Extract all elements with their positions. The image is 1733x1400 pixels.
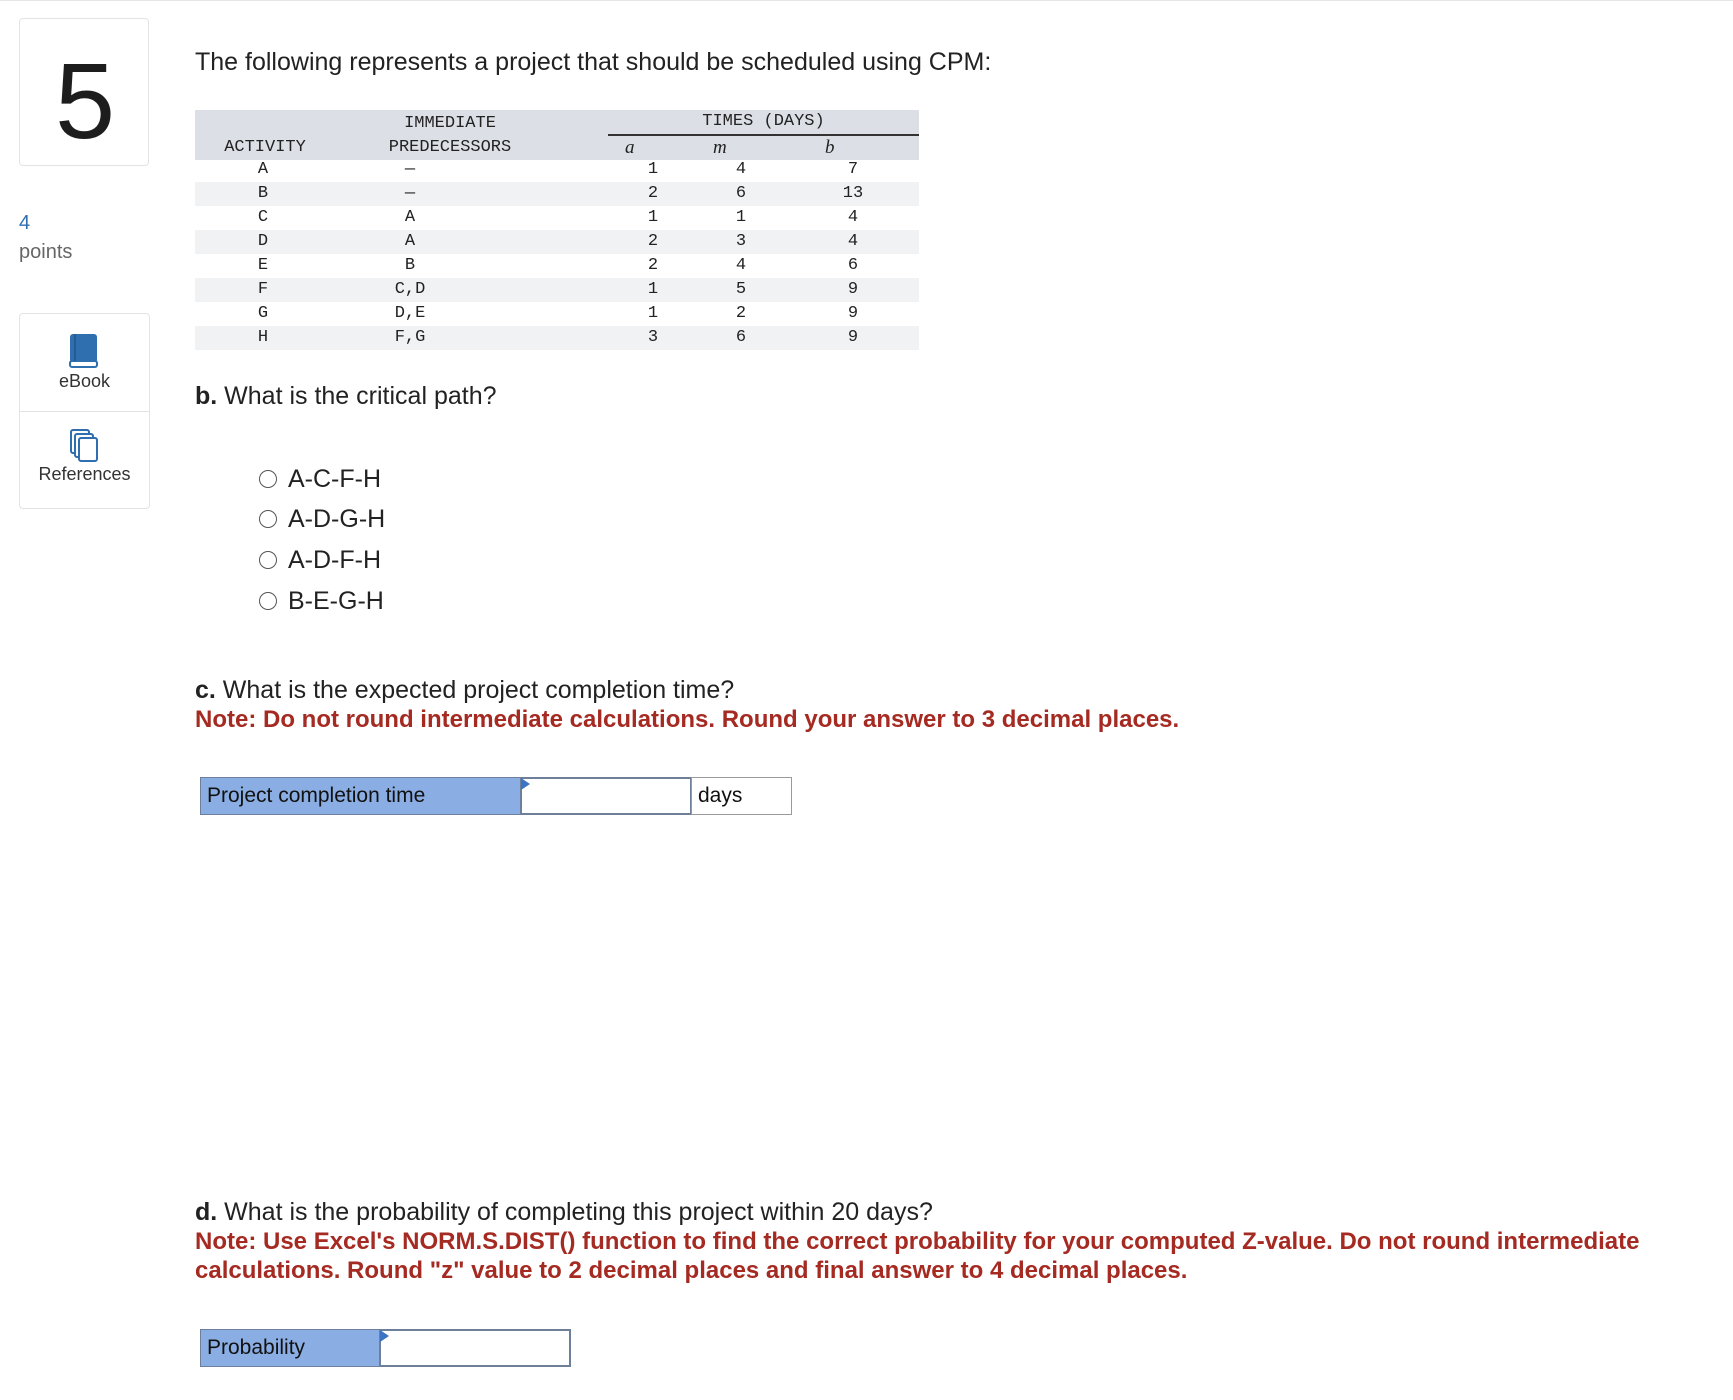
cell-m: 6 bbox=[735, 184, 747, 203]
tools-panel bbox=[19, 313, 150, 509]
book-icon bbox=[68, 333, 100, 369]
cell-a: 3 bbox=[647, 328, 659, 347]
part-b-text: What is the critical path? bbox=[217, 382, 497, 410]
cell-m: 4 bbox=[735, 256, 747, 275]
cell-a: 2 bbox=[647, 184, 659, 203]
header-times: TIMES (DAYS) bbox=[702, 112, 825, 131]
cell-a: 2 bbox=[647, 232, 659, 251]
question-intro: The following represents a project that should be scheduled using CPM: bbox=[195, 48, 992, 76]
cell-predecessors: D,E bbox=[394, 304, 426, 323]
table-row bbox=[195, 254, 919, 278]
radio-button[interactable] bbox=[259, 510, 277, 528]
cell-m: 1 bbox=[735, 208, 747, 227]
cell-activity: D bbox=[257, 232, 269, 251]
option-label: A-C-F-H bbox=[288, 465, 382, 493]
cell-m: 4 bbox=[735, 160, 747, 179]
option-label: A-D-G-H bbox=[288, 505, 386, 533]
cell-b: 9 bbox=[847, 280, 859, 299]
cell-activity: H bbox=[257, 328, 269, 347]
cell-activity: B bbox=[257, 184, 269, 203]
table-row bbox=[195, 302, 919, 326]
points-label: points bbox=[19, 241, 73, 263]
part-d-note-line2: calculations. Round "z" value to 2 decimal places and final answer to 4 decimal places. bbox=[195, 1257, 1188, 1284]
header-m: m bbox=[713, 137, 727, 158]
table-row bbox=[195, 278, 919, 302]
days-unit-label: days bbox=[691, 777, 792, 815]
input-marker-icon bbox=[521, 778, 530, 790]
cell-predecessors: F,G bbox=[394, 328, 426, 347]
completion-time-input[interactable] bbox=[520, 777, 692, 815]
part-c-prefix: c. bbox=[195, 676, 216, 704]
radio-button[interactable] bbox=[259, 470, 277, 488]
part-d-note bbox=[195, 1227, 1695, 1285]
references-label: References bbox=[38, 464, 131, 484]
cell-a: 1 bbox=[647, 160, 659, 179]
radio-button[interactable] bbox=[259, 551, 277, 569]
top-divider bbox=[0, 0, 1733, 1]
part-b-prefix: b. bbox=[195, 382, 218, 410]
cell-predecessors: — bbox=[404, 184, 416, 203]
table-row bbox=[195, 182, 919, 206]
table-row bbox=[195, 326, 919, 350]
header-predecessors-line2: PREDECESSORS bbox=[388, 138, 512, 157]
cell-a: 1 bbox=[647, 208, 659, 227]
cell-activity: G bbox=[257, 304, 269, 323]
cell-activity: A bbox=[257, 160, 269, 179]
option-label: A-D-F-H bbox=[288, 546, 382, 574]
copy-documents-icon bbox=[68, 428, 100, 464]
input-marker-icon bbox=[380, 1330, 389, 1342]
option-label: B-E-G-H bbox=[288, 587, 384, 615]
points-value: 4 bbox=[19, 212, 31, 234]
cell-b: 4 bbox=[847, 208, 859, 227]
part-c-question bbox=[195, 676, 734, 705]
table-row bbox=[195, 230, 919, 254]
table-row bbox=[195, 206, 919, 230]
part-c-note: Note: Do not round intermediate calculations. Round your answer to 3 decimal places. bbox=[195, 706, 1180, 733]
question-number-box bbox=[19, 18, 149, 166]
cell-b: 7 bbox=[847, 160, 859, 179]
part-c-text: What is the expected project completion time? bbox=[215, 676, 735, 704]
cell-predecessors: C,D bbox=[394, 280, 426, 299]
cell-b: 9 bbox=[847, 328, 859, 347]
cell-b: 9 bbox=[847, 304, 859, 323]
header-a: a bbox=[625, 137, 635, 158]
cell-m: 5 bbox=[735, 280, 747, 299]
header-b: b bbox=[825, 137, 835, 158]
activity-table bbox=[195, 110, 919, 352]
cell-m: 6 bbox=[735, 328, 747, 347]
cell-b: 13 bbox=[842, 184, 864, 203]
cell-m: 2 bbox=[735, 304, 747, 323]
times-underline bbox=[608, 134, 919, 136]
cell-activity: C bbox=[257, 208, 269, 227]
cell-predecessors: A bbox=[404, 208, 416, 227]
table-header bbox=[195, 110, 919, 160]
cell-a: 1 bbox=[647, 304, 659, 323]
radio-button[interactable] bbox=[259, 592, 277, 610]
part-b-question bbox=[195, 382, 497, 411]
cell-a: 2 bbox=[647, 256, 659, 275]
cell-activity: E bbox=[257, 256, 269, 275]
cell-activity: F bbox=[257, 280, 269, 299]
part-d-question bbox=[195, 1198, 933, 1227]
cell-m: 3 bbox=[735, 232, 747, 251]
cell-predecessors: — bbox=[404, 160, 416, 179]
part-d-note-line1: Note: Use Excel's NORM.S.DIST() function to find the correct probability for your computed Z-value. Do not round intermediate bbox=[195, 1228, 1640, 1255]
header-predecessors-line1: IMMEDIATE bbox=[404, 114, 496, 133]
cell-predecessors: A bbox=[404, 232, 416, 251]
cell-predecessors: B bbox=[404, 256, 416, 275]
ebook-label: eBook bbox=[58, 371, 111, 391]
table-row bbox=[195, 158, 919, 182]
part-d-prefix: d. bbox=[195, 1198, 218, 1226]
cell-b: 6 bbox=[847, 256, 859, 275]
probability-input[interactable] bbox=[379, 1329, 571, 1367]
references-button[interactable] bbox=[20, 411, 149, 509]
part-d-text: What is the probability of completing this project within 20 days? bbox=[217, 1198, 933, 1226]
cell-b: 4 bbox=[847, 232, 859, 251]
completion-time-label: Project completion time bbox=[200, 777, 521, 815]
cell-a: 1 bbox=[647, 280, 659, 299]
ebook-button[interactable] bbox=[20, 314, 149, 411]
header-activity: ACTIVITY bbox=[224, 138, 306, 157]
probability-label: Probability bbox=[200, 1329, 380, 1367]
question-number: 5 bbox=[54, 40, 116, 161]
